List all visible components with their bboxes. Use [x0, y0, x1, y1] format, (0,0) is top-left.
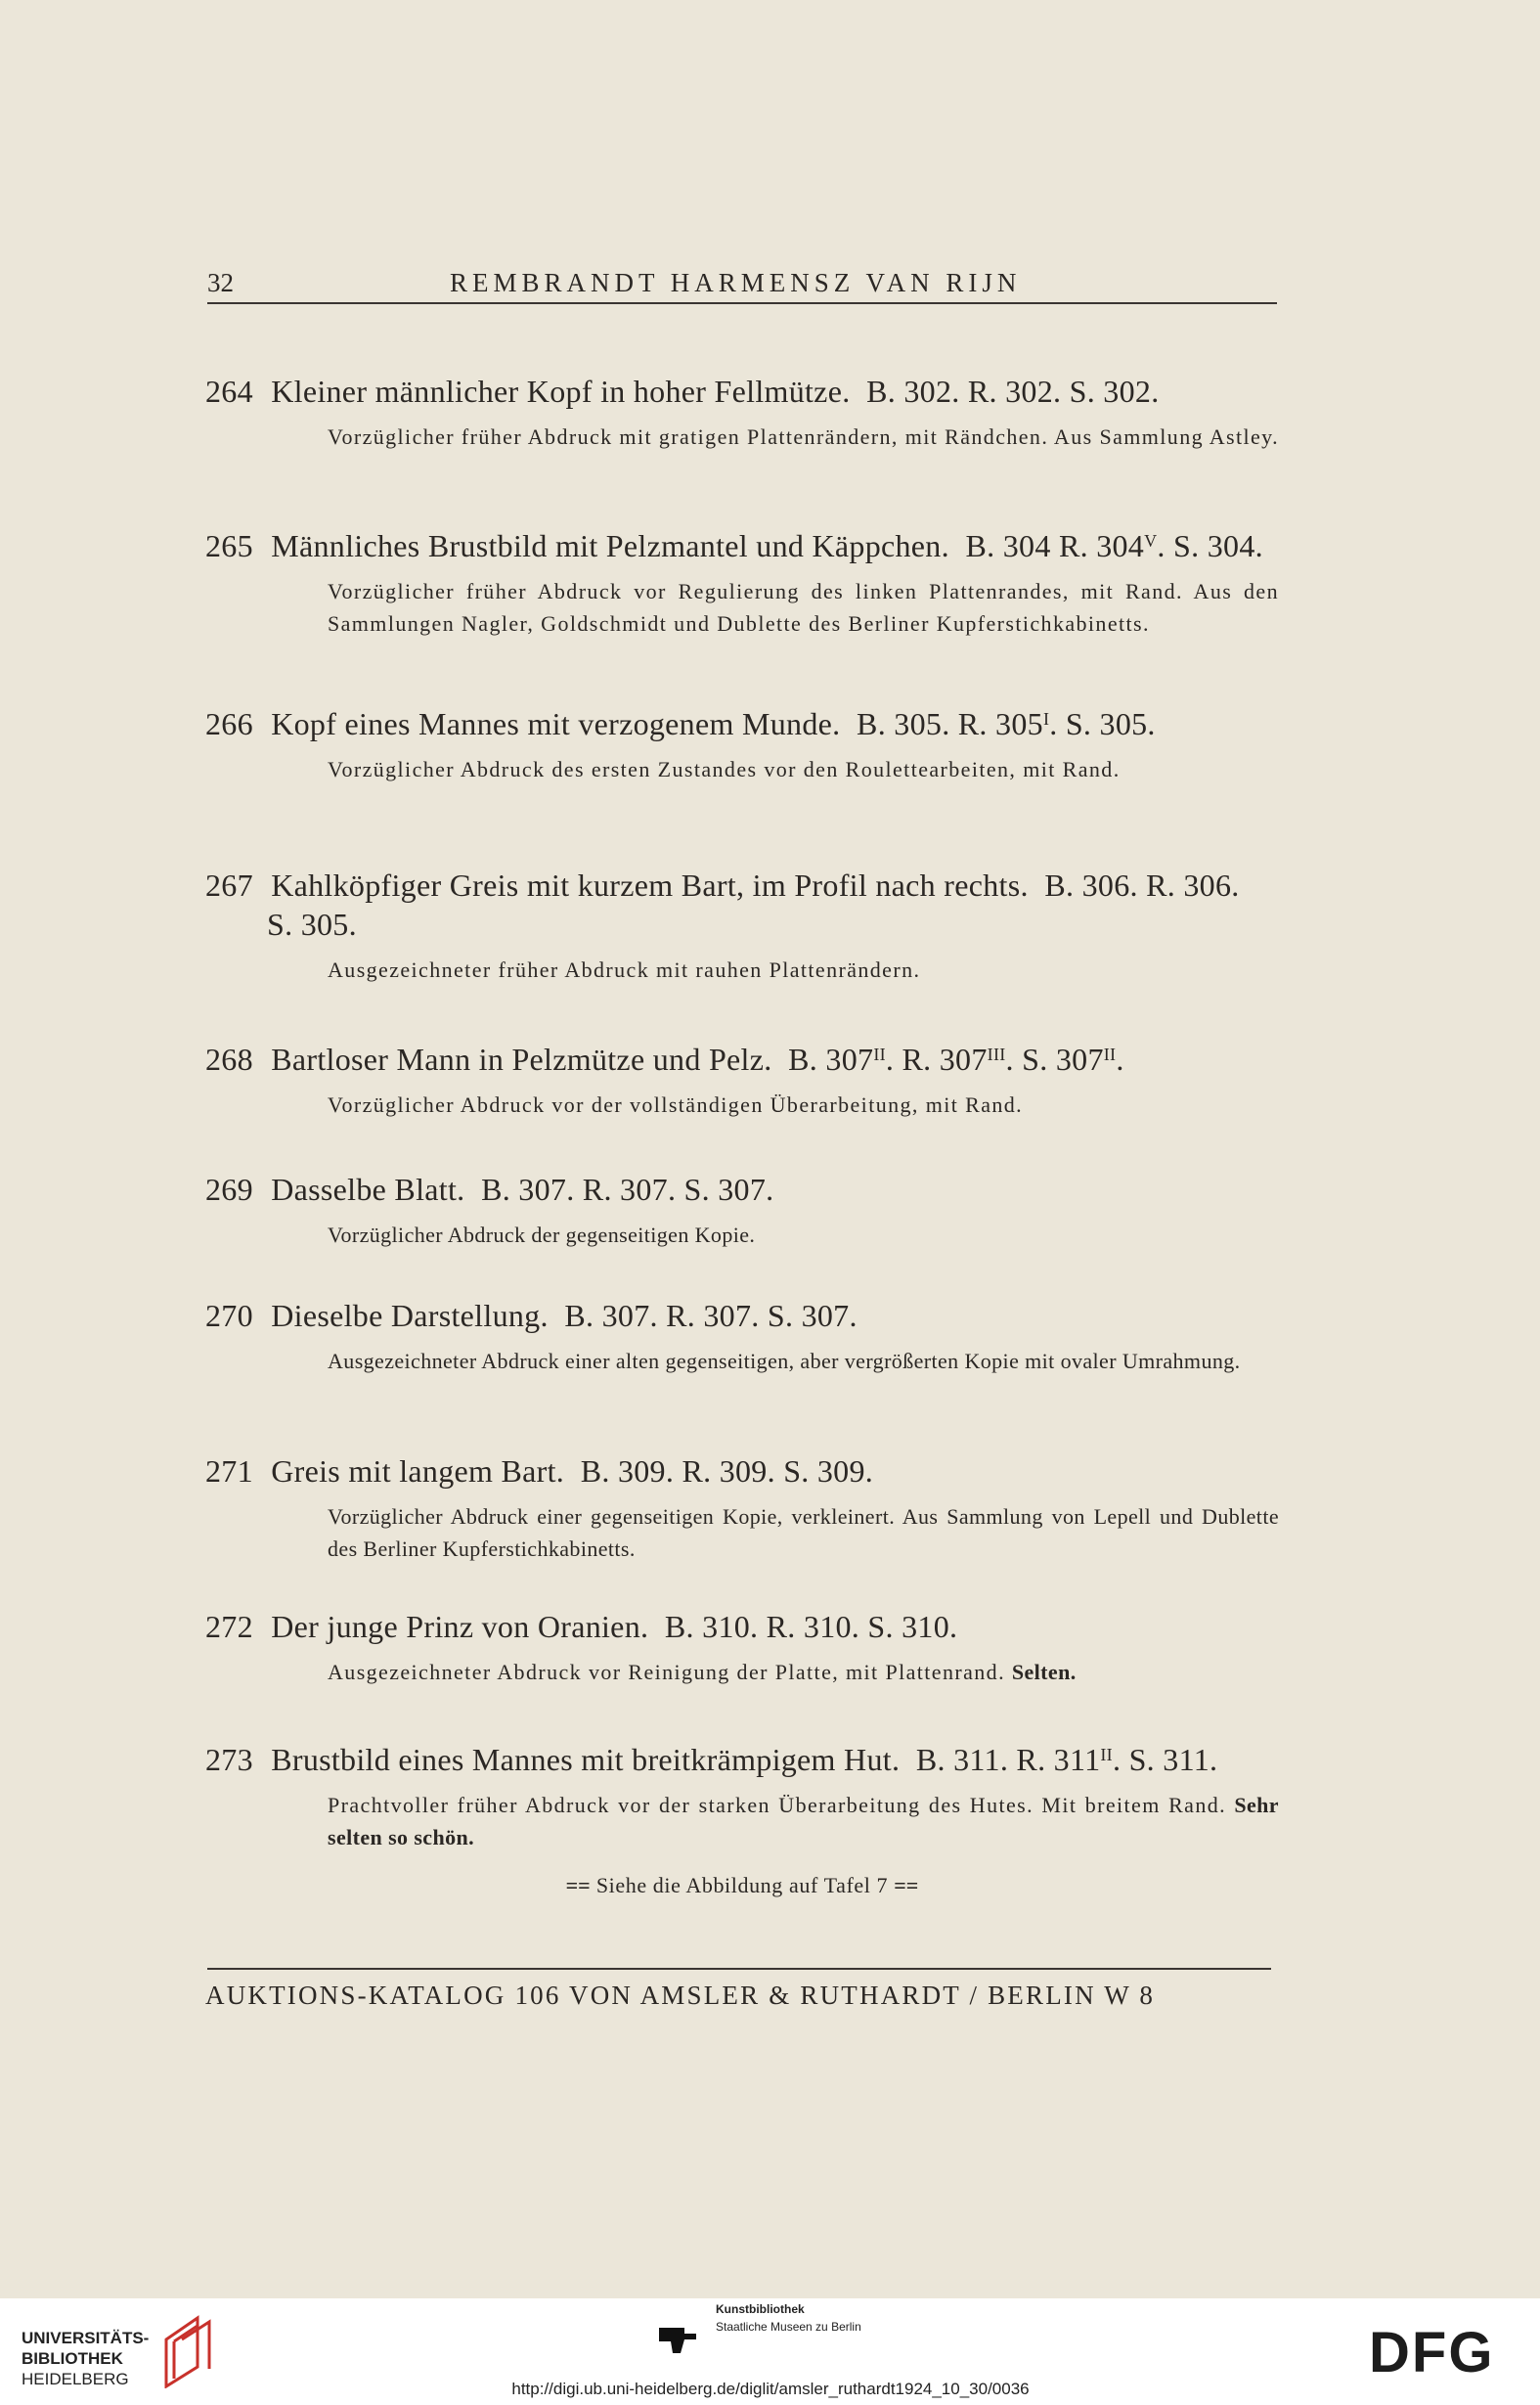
- entry-description: Vorzüglicher Abdruck vor der vollständigen Überarbeitung, mit Rand.: [328, 1092, 1024, 1117]
- entry-references: B. 305. R. $305^I$. S. 305.: [857, 706, 1156, 741]
- eagle-icon: [655, 2320, 700, 2357]
- entry-title: Greis mit langem Bart.: [271, 1453, 565, 1489]
- entry-references: B. 306. R. 306.: [1044, 868, 1240, 903]
- entry-heading: [205, 526, 1279, 565]
- entry-heading: [205, 1040, 1279, 1079]
- catalog-entry-265: [205, 526, 1279, 640]
- entry-number: 265: [205, 528, 253, 563]
- entry-title: Der junge Prinz von Oranien.: [271, 1609, 649, 1644]
- entry-references: B. 307. R. 307. S. 307.: [481, 1172, 774, 1207]
- entry-references: B. 307. R. 307. S. 307.: [564, 1298, 858, 1333]
- permalink-url[interactable]: http://digi.ub.uni-heidelberg.de/diglit/amsler_ruthardt1924_10_30/0036: [511, 2380, 1030, 2398]
- catalog-entry-271: [205, 1451, 1279, 1565]
- running-title: REMBRANDT HARMENSZ VAN RIJN: [450, 268, 1022, 297]
- catalog-entry-273: [205, 1740, 1279, 1853]
- catalog-entry-270: [205, 1296, 1279, 1377]
- header-rule: [207, 302, 1277, 304]
- catalog-entry-269: [205, 1170, 1279, 1251]
- entry-title: Kopf eines Mannes mit verzogenem Munde.: [271, 706, 841, 741]
- entry-title: Dasselbe Blatt.: [271, 1172, 465, 1207]
- entry-title: Männliches Brustbild mit Pelzmantel und Käppchen.: [271, 528, 949, 563]
- entry-references: B. 310. R. 310. S. 310.: [664, 1609, 958, 1644]
- entry-title: Kleiner männlicher Kopf in hoher Fellmütze.: [271, 374, 851, 409]
- entry-description: Vorzüglicher Abdruck des ersten Zustandes vor den Roulettearbeiten, mit Rand.: [328, 757, 1121, 781]
- entry-number: 271: [205, 1453, 253, 1489]
- catalog-entry-268: [205, 1040, 1279, 1121]
- entry-heading: [205, 866, 1279, 944]
- entry-number: 269: [205, 1172, 253, 1207]
- entry-title: Bartloser Mann in Pelzmütze und Pelz.: [271, 1042, 772, 1077]
- entry-number: 273: [205, 1742, 253, 1777]
- entry-description: Ausgezeichneter Abdruck einer alten gegenseitigen, aber vergrößerten Kopie mit ovaler Umrahmung.: [328, 1349, 1241, 1373]
- entry-heading: [205, 704, 1279, 743]
- entry-heading: [205, 372, 1279, 411]
- entry-references: B. $307^{II}$. R. $307^{III}$. S. $307^{II}$.: [788, 1042, 1124, 1077]
- rarity-note: Sehr selten so schön.: [328, 1793, 1279, 1849]
- entry-description: Vorzüglicher früher Abdruck vor Regulierung des linken Plattenrandes, mit Rand. Aus den Sammlungen Nagler, Goldschmidt und Dublette des Berliner Kupferstichkabinetts.: [328, 579, 1279, 636]
- entry-number: 267: [205, 868, 253, 903]
- entry-description: Ausgezeichneter früher Abdruck mit rauhen Plattenrändern.: [328, 958, 921, 982]
- plate-reference-text: Siehe die Abbildung auf Tafel 7: [595, 1873, 889, 1897]
- rarity-note: Selten.: [1011, 1660, 1077, 1684]
- entry-references: B. 302. R. 302. S. 302.: [866, 374, 1160, 409]
- catalog-entry-264: [205, 372, 1279, 453]
- plate-reference: [205, 1873, 1279, 1898]
- entry-heading: [205, 1296, 1279, 1335]
- footer-rule: [207, 1968, 1271, 1970]
- catalog-footer: AUKTIONS-KATALOG 106 VON AMSLER & RUTHARDT / BERLIN W 8: [205, 1981, 1156, 2010]
- entry-description: Ausgezeichneter Abdruck vor Reinigung der Platte, mit Plattenrand. Selten.: [328, 1660, 1077, 1684]
- entry-references: B. 304 R. $304^V$. S. 304.: [965, 528, 1263, 563]
- entry-number: 270: [205, 1298, 253, 1333]
- entry-title: Dieselbe Darstellung.: [271, 1298, 549, 1333]
- digitization-bar: [0, 2298, 1540, 2405]
- catalog-entry-272: [205, 1607, 1279, 1688]
- catalog-entry-266: [205, 704, 1279, 785]
- entry-description: Vorzüglicher Abdruck der gegenseitigen Kopie.: [328, 1223, 756, 1247]
- entry-number: 268: [205, 1042, 253, 1077]
- entry-number: 266: [205, 706, 253, 741]
- ub-heidelberg-wordmark[interactable]: UNIVERSITÄTS- BIBLIOTHEK HEIDELBERG: [22, 2329, 150, 2388]
- entry-heading: [205, 1607, 1279, 1646]
- entry-number: 264: [205, 374, 253, 409]
- entry-heading: [205, 1451, 1279, 1491]
- plate-mark-right: ==: [894, 1873, 919, 1897]
- running-header: [207, 268, 1279, 298]
- entry-title: Brustbild eines Mannes mit breitkrämpigem Hut.: [271, 1742, 901, 1777]
- catalog-entry-267: [205, 866, 1279, 986]
- plate-mark-left: ==: [565, 1873, 591, 1897]
- entry-references-continued: S. 305.: [267, 907, 357, 942]
- entry-references: B. 309. R. 309. S. 309.: [580, 1453, 874, 1489]
- entry-description: Vorzüglicher früher Abdruck mit gratigen Plattenrändern, mit Rändchen. Aus Sammlung Astley.: [328, 424, 1280, 449]
- page-number: 32: [207, 268, 234, 297]
- kunstbibliothek-logo[interactable]: Kunstbibliothek Staatliche Museen zu Berlin: [653, 2300, 907, 2359]
- dfg-logo[interactable]: DFG: [1369, 2321, 1495, 2384]
- entry-number: 272: [205, 1609, 253, 1644]
- entry-references: B. 311. R. $311^{II}$. S. 311.: [915, 1742, 1218, 1777]
- entry-description: Prachtvoller früher Abdruck vor der starken Überarbeitung des Hutes. Mit breitem Rand. Sehr selten so schön.: [328, 1793, 1279, 1849]
- entry-heading: [205, 1170, 1279, 1209]
- entry-title: Kahlköpfiger Greis mit kurzem Bart, im Profil nach rechts.: [271, 868, 1029, 903]
- entry-description: Vorzüglicher Abdruck einer gegenseitigen Kopie, verkleinert. Aus Sammlung von Lepell und Dublette des Berliner Kupferstichkabinetts.: [328, 1504, 1279, 1561]
- entry-heading: [205, 1740, 1279, 1779]
- ub-heidelberg-logo-icon: [158, 2310, 217, 2388]
